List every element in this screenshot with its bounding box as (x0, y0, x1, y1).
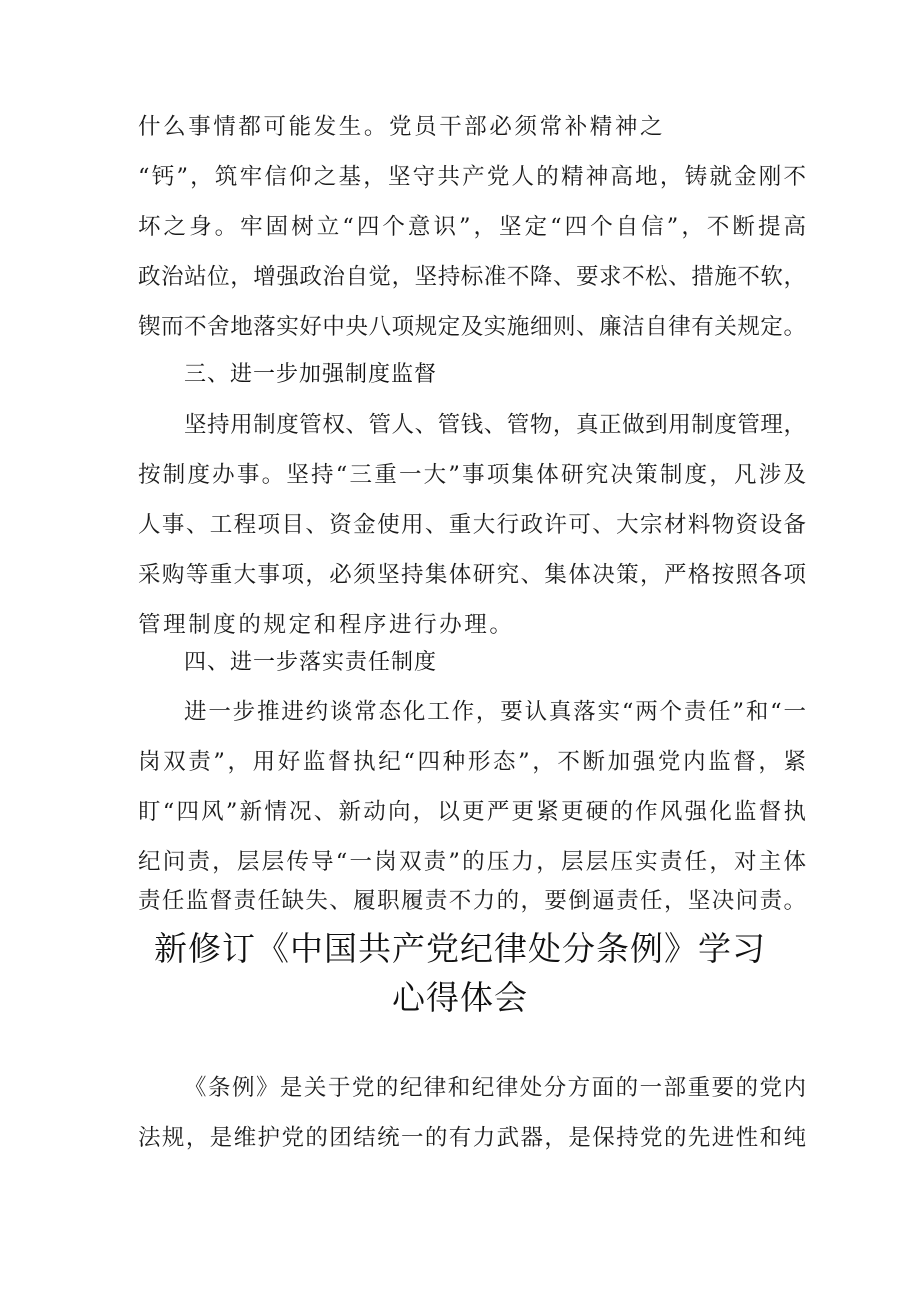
paragraph-line: 按制度办事。坚持“三重一大”事项集体研究决策制度，凡涉及 (138, 462, 806, 488)
section-heading-three: 三、进一步加强制度监督 (184, 362, 438, 387)
paragraph-line: 法规，是维护党的团结统一的有力武器，是保持党的先进性和纯 (138, 1125, 806, 1151)
paragraph-line: 纪问责，层层传导“一岗双责”的压力，层层压实责任，对主体 (138, 849, 806, 875)
article-title-line2: 心得体会 (392, 978, 528, 1017)
paragraph-line: 坏之身。牢固树立“四个意识”，坚定“四个自信”，不断提高 (138, 214, 806, 240)
paragraph-line: 人事、工程项目、资金使用、重大行政许可、大宗材料物资设备 (138, 512, 806, 538)
paragraph-line: 政治站位，增强政治自觉，坚持标准不降、要求不松、措施不软， (138, 264, 806, 290)
section-heading-four: 四、进一步落实责任制度 (184, 650, 438, 675)
paragraph-line: 采购等重大事项，必须坚持集体研究、集体决策，严格按照各项 (138, 562, 806, 588)
paragraph-line: 盯“四风”新情况、新动向，以更严更紧更硬的作风强化监督执 (138, 799, 806, 825)
paragraph-line: “钙”，筑牢信仰之基，坚守共产党人的精神高地，铸就金刚不 (138, 164, 806, 190)
paragraph-line: 管理制度的规定和程序进行办理。 (138, 612, 515, 638)
paragraph-line: 什么事情都可能发生。党员干部必须常补精神之 (138, 114, 666, 140)
paragraph-line: 岗双责”，用好监督执纪“四种形态”，不断加强党内监督，紧 (138, 749, 806, 775)
paragraph-line: 进一步推进约谈常态化工作，要认真落实“两个责任”和“一 (184, 699, 806, 725)
paragraph-line: 锲而不舍地落实好中央八项规定及实施细则、廉洁自律有关规定。 (138, 314, 806, 340)
article-title-line1: 新修订《中国共产党纪律处分条例》学习 (154, 929, 766, 968)
paragraph-line: 坚持用制度管权、管人、管钱、管物，真正做到用制度管理， (184, 412, 806, 438)
paragraph-line: 《条例》是关于党的纪律和纪律处分方面的一部重要的党内 (184, 1075, 806, 1101)
paragraph-line: 责任监督责任缺失、履职履责不力的，要倒逼责任，坚决问责。 (138, 888, 806, 914)
